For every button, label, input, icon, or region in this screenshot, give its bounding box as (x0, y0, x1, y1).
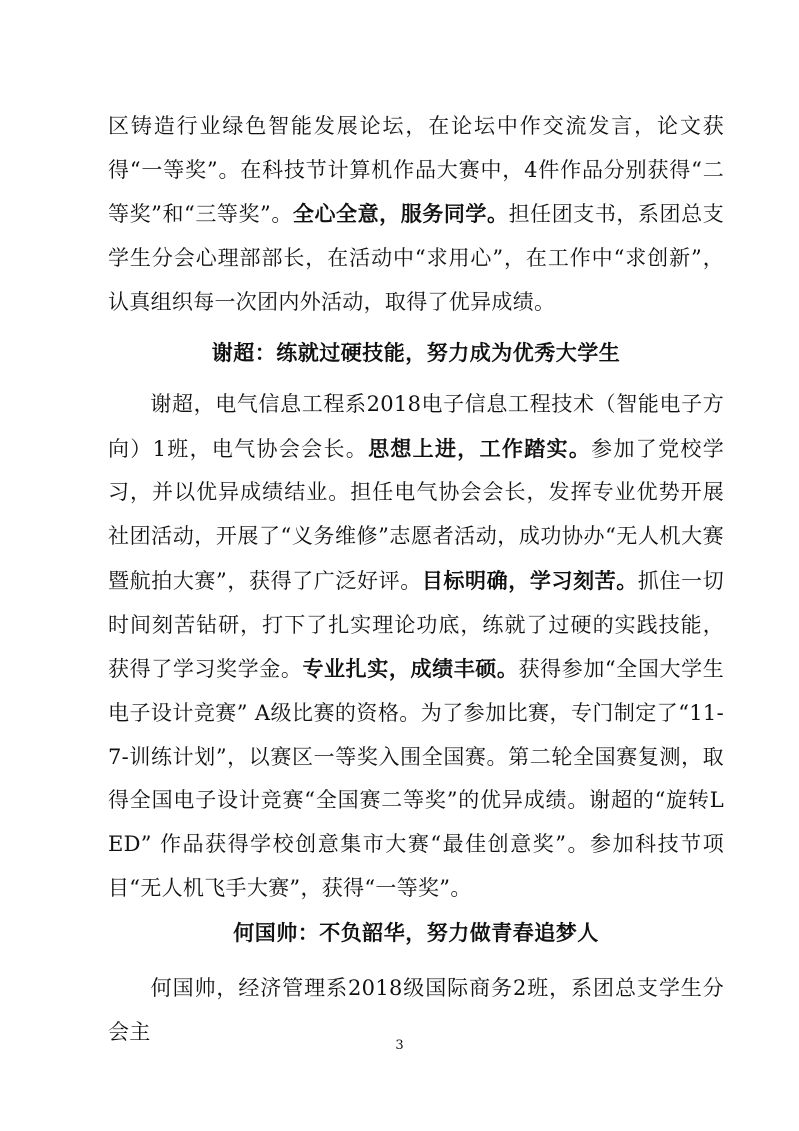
text-run: 担任团支书，系团总支学生分会心理部部长，在活动中“求用心”，在工作中“求创新”，认真组织每一次团内外活动，取得了优异成绩。 (108, 202, 724, 314)
bold-phrase: 目标明确，学习刻苦。 (421, 567, 638, 593)
bold-phrase: 思想上进，工作踏实。 (368, 435, 592, 461)
page-number: 3 (395, 1038, 404, 1053)
bold-phrase: 专业扎实，成绩丰硕。 (302, 656, 519, 682)
text-run: 谢超，电气信息工程系2018电子信息工程技术（智能电子方向）1班，电气协会会长。 (108, 392, 724, 461)
section-heading-he-guoshuai: 何国帅：不负韶华，努力做青春追梦人 (233, 920, 599, 945)
bold-phrase: 全心全意，服务同学。 (292, 201, 509, 227)
text-run: 区铸造行业绿色智能发展论坛，在论坛中作交流发言，论文获得“一等奖”。在科技节计算机作品大赛中，4件作品分别获得“二等奖”和“三等奖”。 (108, 114, 724, 227)
text-run: 获得参加“全国大学生电子设计竞赛” A级比赛的资格。为了参加比赛，专门制定了“11-7-训练计划”，以赛区一等奖入围全国赛。第二轮全国赛复测，取得全国电子设计竞赛“全国赛二等奖”的优异成绩。谢超的“旋转LED” 作品获得学校创意集市大赛“最佳创意奖”。参加科技节项目“无人机飞手大赛”，获得“一等奖”。 (108, 657, 724, 900)
text-run: 参加了党校学习，并以优异成绩结业。担任电气协会会长，发挥专业优势开展社团活动，开展了“义务维修”志愿者活动，成功协办“无人机大赛暨航拍大赛”，获得了广泛好评。 (108, 436, 724, 593)
paragraph-xie-chao (108, 383, 724, 910)
text-run: 抓住一切时间刻苦钻研，打下了扎实理论功底，练就了过硬的实践技能，获得了学习奖学金。 (108, 568, 725, 682)
text-run: 何国帅，经济管理系2018级国际商务2班，系团总支学生分会主 (108, 976, 724, 1044)
section-heading-xie-chao: 谢超：练就过硬技能，努力成为优秀大学生 (211, 340, 621, 365)
paragraph-continued (108, 105, 724, 325)
